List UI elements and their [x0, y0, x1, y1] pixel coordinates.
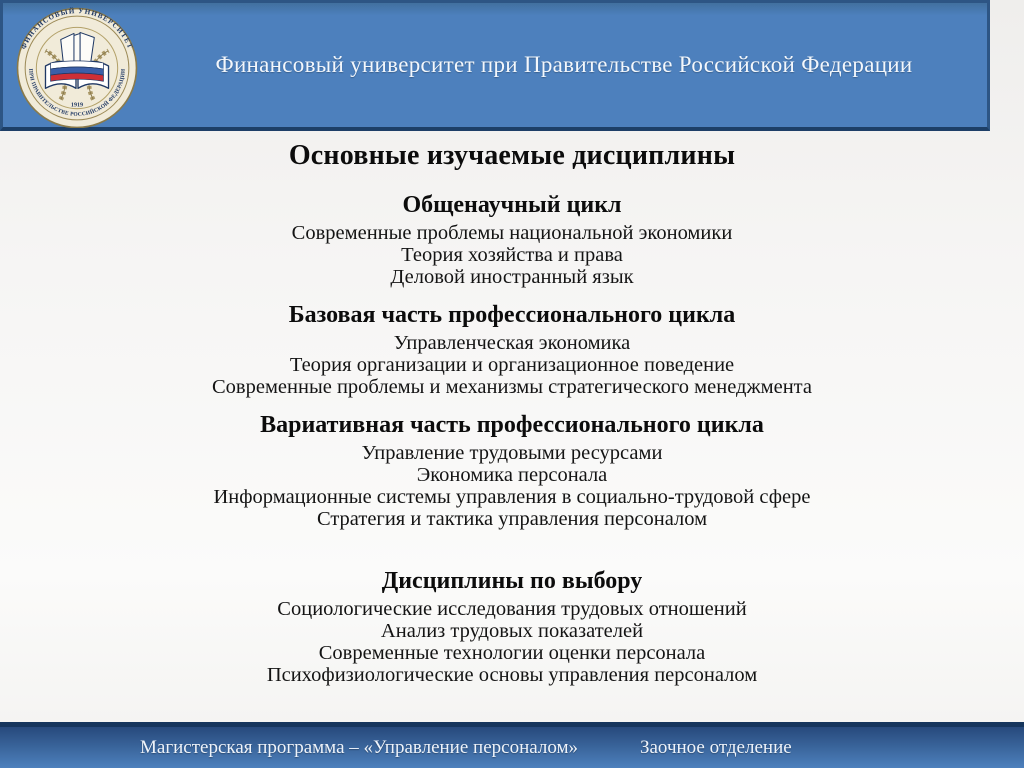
- discipline-item: Современные технологии оценки персонала: [318, 642, 706, 664]
- discipline-item: Управленческая экономика: [393, 332, 631, 354]
- footer-bar: [0, 722, 1024, 768]
- section-heading: Общенаучный цикл: [402, 192, 622, 218]
- seal-year-text: 1919: [70, 102, 84, 109]
- section-heading: Вариативная часть профессионального цикла: [260, 412, 764, 438]
- university-seal-icon: [16, 6, 138, 128]
- discipline-item: Теория хозяйства и права: [401, 244, 623, 266]
- discipline-item: Деловой иностранный язык: [390, 266, 634, 288]
- discipline-item: Теория организации и организационное поведение: [289, 354, 735, 376]
- slide-content: [0, 131, 1024, 686]
- section-heading: Дисциплины по выбору: [381, 568, 643, 594]
- header-title: Финансовый университет при Правительстве Российской Федерации: [215, 52, 913, 77]
- discipline-item: Социологические исследования трудовых отношений: [277, 598, 747, 620]
- footer-department-text: Заочное отделение: [639, 736, 792, 758]
- discipline-item: Информационные системы управления в социально-трудовой сфере: [213, 486, 811, 508]
- section-base-professional: [0, 302, 1024, 398]
- discipline-item: Управление трудовыми ресурсами: [361, 442, 663, 464]
- discipline-item: Современные проблемы и механизмы стратегического менеджмента: [212, 376, 812, 398]
- discipline-item: Психофизиологические основы управления персоналом: [266, 664, 758, 686]
- section-general-science: [0, 192, 1024, 288]
- seal-ring-text-bottom: ПРИ ПРАВИТЕЛЬСТВЕ РОССИЙСКОЙ ФЕДЕРАЦИИ: [27, 68, 127, 118]
- discipline-item: Современные проблемы национальной экономики: [291, 222, 733, 244]
- header-bar: [0, 0, 990, 131]
- footer-program-text: Магистерская программа – «Управление персоналом»: [140, 736, 578, 758]
- section-heading: Базовая часть профессионального цикла: [288, 302, 736, 328]
- section-variative-professional: [0, 412, 1024, 530]
- discipline-item: Экономика персонала: [416, 464, 608, 486]
- discipline-item: Стратегия и тактика управления персоналом: [316, 508, 708, 530]
- seal-ring-text-top: ФИНАНСОВЫЙ УНИВЕРСИТЕТ: [19, 7, 135, 51]
- discipline-item: Анализ трудовых показателей: [380, 620, 644, 642]
- slide-title: Основные изучаемые дисциплины: [288, 140, 736, 171]
- seal-russian-flag-icon: [51, 61, 104, 81]
- section-elective: [0, 568, 1024, 686]
